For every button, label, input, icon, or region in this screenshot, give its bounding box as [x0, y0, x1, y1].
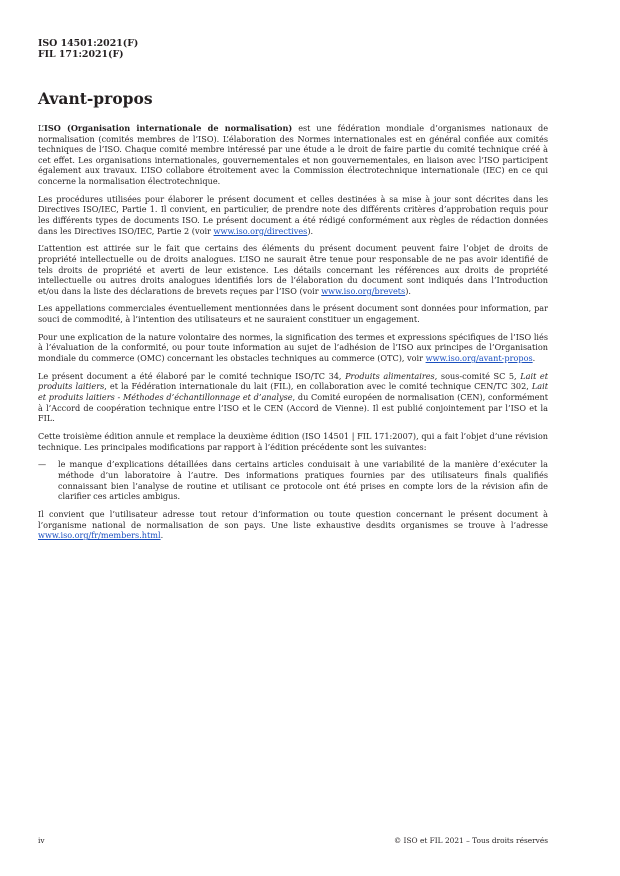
paragraph-trade-names: Les appellations commerciales éventuellement mentionnées dans le présent document sont données pour information, par souci de commodité, à l’intention des utilisateurs et ne sauraient constituer un engagement.: [38, 303, 548, 325]
dash-bullet: —: [38, 459, 47, 470]
list-item: [38, 459, 548, 501]
page-title: Avant-propos: [38, 89, 153, 108]
copyright-notice: © ISO et FIL 2021 – Tous droits réservés: [393, 836, 548, 845]
link-directives[interactable]: www.iso.org/directives: [213, 225, 308, 236]
document-header: [38, 38, 138, 60]
paragraph-procedures: Les procédures utilisées pour élaborer le présent document et celles destinées à sa mise à jour sont décrites dans les Directives ISO/IEC, Partie 1. Il convient, en particulier, de prendre note des différents critères d’approbation requis pour les différents types de documents ISO. Le présent document a été rédigé conformément aux règles de rédaction données dans les Directives ISO/IEC, Partie 2 (voir www.iso.org/directives).: [38, 193, 548, 236]
page-number: iv: [38, 836, 45, 845]
document-body: [38, 123, 548, 548]
fil-reference: FIL 171:2021(F): [38, 49, 124, 60]
iso-name-bold: ISO (Organisation internationale de normalisation): [44, 123, 293, 133]
paragraph-committee: Le présent document a été élaboré par le comité technique ISO/TC 34, Produits alimentaires, sous-comité SC 5, Lait et produits laitiers, et la Fédération internationale du lait (FIL), en collaboration avec le comité technique CEN/TC 302, Lait et produits laitiers - Méthodes d’échantillonnage et d’analyse, du Comité européen de normalisation (CEN), conformément à l’Accord de coopération technique entre l’ISO et le CEN (Accord de Vienne). Il est publié conjointement par l’ISO et la FIL.: [38, 370, 548, 424]
paragraph-feedback: Il convient que l’utilisateur adresse tout retour d’information ou toute question concernant le présent document à l’organisme national de normalisation de son pays. Une liste exhaustive desdits organismes se trouve à l’adresse www.iso.org/fr/members.html.: [38, 508, 548, 541]
link-brevets[interactable]: www.iso.org/brevets: [321, 285, 406, 296]
paragraph-voluntary-nature: Pour une explication de la nature volontaire des normes, la signification des termes et expressions spécifiques de l’ISO liés à l’évaluation de la conformité, ou pour toute information au sujet de l’adhésion de l’ISO aux principes de l’Organisation mondiale du commerce (OMC) concernant les obstacles techniques au commerce (OTC), voir www.iso.org/avant-propos.: [38, 331, 548, 364]
list-item-text: le manque d’explications détaillées dans certains articles conduisait à une variabilité de la manière d’exécuter la méthode d’un laboratoire à l’autre. Des informations pratiques fournies par des utilisateurs finals qualifiés connaissant bien l’analyse de routine et utilisant ce protocole ont été prises en compte lors de la révision afin de clarifier ces articles ambigus.: [58, 459, 548, 502]
paragraph-edition: Cette troisième édition annule et remplace la deuxième édition (ISO 14501 | FIL 171:2007), qui a fait l’objet d’une révision technique. Les principales modifications par rapport à l’édition précédente sont les suivantes:: [38, 430, 548, 452]
link-members[interactable]: www.iso.org/fr/members.html: [38, 530, 161, 541]
paragraph-patents: L’attention est attirée sur le fait que certains des éléments du présent document peuvent faire l’objet de droits de propriété intellectuelle ou de droits analogues. L’ISO ne saurait être tenue pour responsable de ne pas avoir identifié de tels droits de propriété et averti de leur existence. Les détails concernant les références aux droits de propriété intellectuelle ou autres droits analogues identifiés lors de l’élaboration du document sont indiqués dans l’Introduction et/ou dans la liste des déclarations de brevets reçues par l’ISO (voir www.iso.org/brevets).: [38, 243, 548, 296]
link-avant-propos[interactable]: www.iso.org/avant-propos: [425, 353, 533, 364]
iso-reference: ISO 14501:2021(F): [38, 38, 139, 49]
page-footer: [38, 836, 548, 845]
paragraph-iso-intro: L’ISO (Organisation internationale de normalisation) est une fédération mondiale d’organismes nationaux de normalisation (comités membres de l’ISO). L’élaboration des Normes internationales est en général confiée aux comités techniques de l’ISO. Chaque comité membre intéressé par une étude a le droit de faire partie du comité technique créé à cet effet. Les organisations internationales, gouvernementales et non gouvernementales, en liaison avec l’ISO participent également aux travaux. L’ISO collabore étroitement avec la Commission électrotechnique internationale (IEC) en ce qui concerne la normalisation électrotechnique.: [38, 123, 549, 186]
